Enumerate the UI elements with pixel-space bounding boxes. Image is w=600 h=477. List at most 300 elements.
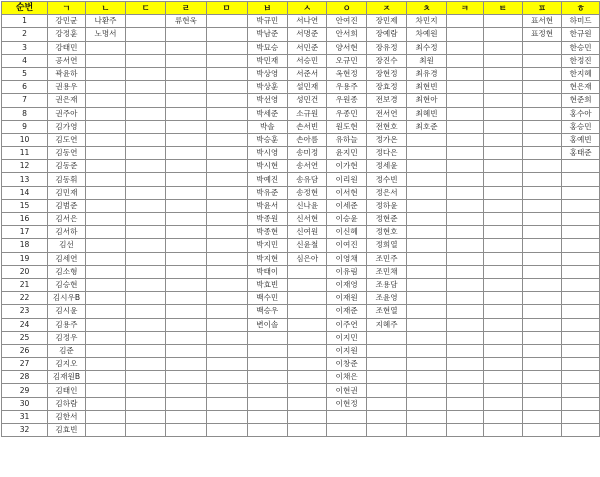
name-cell[interactable] [206, 160, 247, 173]
name-cell[interactable] [206, 331, 247, 344]
name-cell[interactable] [206, 213, 247, 226]
name-cell[interactable] [126, 305, 166, 318]
name-cell[interactable]: 옥현정 [327, 67, 366, 80]
name-cell[interactable] [562, 305, 600, 318]
name-cell[interactable]: 성민건 [287, 94, 326, 107]
name-cell[interactable] [483, 226, 522, 239]
name-cell[interactable]: 이세준 [327, 199, 366, 212]
name-cell[interactable] [483, 397, 522, 410]
name-cell[interactable]: 한규원 [562, 28, 600, 41]
name-cell[interactable] [206, 305, 247, 318]
column-header-number[interactable]: 순번 [2, 2, 48, 15]
name-cell[interactable] [85, 331, 125, 344]
row-number-cell[interactable]: 4 [2, 54, 48, 67]
name-cell[interactable] [446, 278, 483, 291]
name-cell[interactable]: 김효빈 [48, 424, 86, 437]
name-cell[interactable]: 정세윤 [366, 160, 406, 173]
row-number-cell[interactable]: 15 [2, 199, 48, 212]
name-cell[interactable]: 정현호 [366, 226, 406, 239]
name-cell[interactable]: 박효빈 [247, 278, 287, 291]
name-cell[interactable] [85, 81, 125, 94]
name-cell[interactable] [366, 371, 406, 384]
row-number-cell[interactable]: 2 [2, 28, 48, 41]
name-cell[interactable]: 김동연 [48, 147, 86, 160]
name-cell[interactable]: 김서은 [48, 213, 86, 226]
name-cell[interactable] [446, 133, 483, 146]
name-cell[interactable] [562, 252, 600, 265]
name-cell[interactable]: 박지민 [247, 239, 287, 252]
name-cell[interactable] [287, 331, 326, 344]
name-cell[interactable] [206, 265, 247, 278]
name-cell[interactable] [126, 226, 166, 239]
name-cell[interactable] [247, 331, 287, 344]
name-cell[interactable] [483, 133, 522, 146]
name-cell[interactable] [206, 424, 247, 437]
name-cell[interactable]: 박태이 [247, 265, 287, 278]
name-cell[interactable] [126, 371, 166, 384]
column-header-2[interactable]: ㄴ [85, 2, 125, 15]
name-cell[interactable] [166, 94, 206, 107]
name-cell[interactable] [166, 318, 206, 331]
name-cell[interactable] [126, 160, 166, 173]
name-cell[interactable]: 김소형 [48, 265, 86, 278]
name-cell[interactable] [126, 199, 166, 212]
name-cell[interactable] [522, 81, 561, 94]
name-cell[interactable] [366, 410, 406, 423]
name-cell[interactable]: 전보경 [366, 94, 406, 107]
name-cell[interactable]: 오규민 [327, 54, 366, 67]
name-cell[interactable] [562, 410, 600, 423]
name-cell[interactable] [85, 120, 125, 133]
name-cell[interactable]: 서준서 [287, 67, 326, 80]
name-cell[interactable] [446, 160, 483, 173]
name-cell[interactable]: 정희열 [366, 239, 406, 252]
name-cell[interactable] [522, 67, 561, 80]
name-cell[interactable]: 이가현 [327, 160, 366, 173]
name-cell[interactable] [166, 410, 206, 423]
name-cell[interactable] [206, 15, 247, 28]
name-cell[interactable] [166, 54, 206, 67]
name-cell[interactable] [446, 331, 483, 344]
name-cell[interactable] [126, 292, 166, 305]
name-cell[interactable]: 유하늘 [327, 133, 366, 146]
name-cell[interactable] [407, 160, 446, 173]
name-cell[interactable] [522, 331, 561, 344]
name-cell[interactable]: 정하윤 [366, 199, 406, 212]
row-number-cell[interactable]: 18 [2, 239, 48, 252]
name-cell[interactable]: 김가영 [48, 120, 86, 133]
name-cell[interactable] [407, 133, 446, 146]
name-cell[interactable] [407, 278, 446, 291]
name-cell[interactable] [126, 147, 166, 160]
name-cell[interactable]: 김용주 [48, 318, 86, 331]
name-cell[interactable] [166, 160, 206, 173]
name-cell[interactable] [562, 318, 600, 331]
name-cell[interactable] [562, 278, 600, 291]
name-cell[interactable]: 이서현 [327, 186, 366, 199]
name-cell[interactable] [85, 54, 125, 67]
name-cell[interactable] [206, 384, 247, 397]
name-cell[interactable]: 이재준 [327, 305, 366, 318]
name-cell[interactable] [206, 173, 247, 186]
name-cell[interactable] [483, 120, 522, 133]
name-cell[interactable]: 심은아 [287, 252, 326, 265]
row-number-cell[interactable]: 7 [2, 94, 48, 107]
row-number-cell[interactable]: 8 [2, 107, 48, 120]
name-cell[interactable] [522, 424, 561, 437]
name-cell[interactable] [247, 371, 287, 384]
name-cell[interactable] [166, 67, 206, 80]
name-cell[interactable] [166, 28, 206, 41]
name-cell[interactable]: 신나윤 [287, 199, 326, 212]
name-cell[interactable]: 박시영 [247, 147, 287, 160]
name-cell[interactable] [522, 358, 561, 371]
name-cell[interactable] [206, 120, 247, 133]
row-number-cell[interactable]: 22 [2, 292, 48, 305]
name-cell[interactable]: 신서현 [287, 213, 326, 226]
row-number-cell[interactable]: 13 [2, 173, 48, 186]
name-cell[interactable] [166, 397, 206, 410]
row-number-cell[interactable]: 9 [2, 120, 48, 133]
row-number-cell[interactable]: 10 [2, 133, 48, 146]
name-cell[interactable] [446, 199, 483, 212]
name-cell[interactable]: 최혜빈 [407, 107, 446, 120]
name-cell[interactable] [446, 15, 483, 28]
name-cell[interactable]: 김시윤 [48, 305, 86, 318]
name-cell[interactable]: 현은재 [562, 81, 600, 94]
name-cell[interactable] [85, 199, 125, 212]
column-header-11[interactable]: ㅋ [446, 2, 483, 15]
name-cell[interactable] [446, 424, 483, 437]
name-cell[interactable]: 서명준 [287, 28, 326, 41]
name-cell[interactable] [366, 331, 406, 344]
name-cell[interactable] [407, 371, 446, 384]
name-cell[interactable] [407, 318, 446, 331]
name-cell[interactable] [126, 28, 166, 41]
name-cell[interactable] [206, 81, 247, 94]
name-cell[interactable] [206, 199, 247, 212]
name-cell[interactable] [206, 410, 247, 423]
name-cell[interactable] [407, 384, 446, 397]
name-cell[interactable] [483, 331, 522, 344]
name-cell[interactable]: 김승현 [48, 278, 86, 291]
name-cell[interactable]: 김동준 [48, 160, 86, 173]
row-number-cell[interactable]: 21 [2, 278, 48, 291]
name-cell[interactable] [85, 41, 125, 54]
name-cell[interactable]: 김한서 [48, 410, 86, 423]
name-cell[interactable] [407, 199, 446, 212]
name-cell[interactable]: 김세연 [48, 252, 86, 265]
name-cell[interactable]: 박세준 [247, 107, 287, 120]
name-cell[interactable] [166, 120, 206, 133]
name-cell[interactable] [483, 292, 522, 305]
name-cell[interactable]: 조윤영 [366, 292, 406, 305]
name-cell[interactable]: 현준희 [562, 94, 600, 107]
name-cell[interactable] [126, 358, 166, 371]
name-cell[interactable] [85, 226, 125, 239]
name-cell[interactable] [206, 41, 247, 54]
name-cell[interactable]: 이승윤 [327, 213, 366, 226]
name-cell[interactable] [126, 331, 166, 344]
name-cell[interactable]: 박상훈 [247, 81, 287, 94]
name-cell[interactable]: 장진수 [366, 54, 406, 67]
name-cell[interactable]: 김정우 [48, 331, 86, 344]
name-cell[interactable]: 한지혜 [562, 67, 600, 80]
name-cell[interactable] [483, 160, 522, 173]
name-cell[interactable] [287, 397, 326, 410]
name-cell[interactable] [522, 239, 561, 252]
name-cell[interactable] [562, 371, 600, 384]
name-cell[interactable]: 최수정 [407, 41, 446, 54]
name-cell[interactable] [126, 213, 166, 226]
name-cell[interactable] [522, 384, 561, 397]
name-cell[interactable] [446, 318, 483, 331]
name-cell[interactable]: 김서하 [48, 226, 86, 239]
name-cell[interactable] [126, 81, 166, 94]
name-cell[interactable]: 박묘승 [247, 41, 287, 54]
row-number-cell[interactable]: 30 [2, 397, 48, 410]
name-cell[interactable]: 우원종 [327, 94, 366, 107]
name-cell[interactable]: 양서현 [327, 41, 366, 54]
name-cell[interactable]: 김태인 [48, 384, 86, 397]
name-cell[interactable] [126, 120, 166, 133]
name-cell[interactable]: 송미정 [287, 147, 326, 160]
name-cell[interactable] [126, 265, 166, 278]
name-cell[interactable] [166, 199, 206, 212]
name-cell[interactable] [247, 384, 287, 397]
row-number-cell[interactable]: 5 [2, 67, 48, 80]
name-cell[interactable] [483, 410, 522, 423]
name-cell[interactable]: 박규민 [247, 15, 287, 28]
name-cell[interactable] [407, 305, 446, 318]
name-cell[interactable]: 송정현 [287, 186, 326, 199]
name-cell[interactable]: 안서희 [327, 28, 366, 41]
name-cell[interactable]: 최원 [407, 54, 446, 67]
name-cell[interactable]: 윤지민 [327, 147, 366, 160]
name-cell[interactable] [85, 67, 125, 80]
name-cell[interactable] [483, 107, 522, 120]
name-cell[interactable]: 우용주 [327, 81, 366, 94]
name-cell[interactable]: 지혜주 [366, 318, 406, 331]
name-cell[interactable] [483, 358, 522, 371]
name-cell[interactable] [206, 318, 247, 331]
name-cell[interactable] [407, 147, 446, 160]
name-cell[interactable] [126, 384, 166, 397]
row-number-cell[interactable]: 29 [2, 384, 48, 397]
name-cell[interactable] [287, 265, 326, 278]
name-cell[interactable] [206, 107, 247, 120]
name-cell[interactable]: 한정진 [562, 54, 600, 67]
name-cell[interactable] [85, 318, 125, 331]
name-cell[interactable] [522, 226, 561, 239]
name-cell[interactable] [166, 173, 206, 186]
name-cell[interactable]: 박남준 [247, 28, 287, 41]
name-cell[interactable] [483, 147, 522, 160]
name-cell[interactable] [206, 147, 247, 160]
name-cell[interactable] [166, 358, 206, 371]
name-cell[interactable] [166, 133, 206, 146]
name-cell[interactable] [446, 358, 483, 371]
name-cell[interactable] [522, 41, 561, 54]
name-cell[interactable]: 우종민 [327, 107, 366, 120]
name-cell[interactable] [206, 239, 247, 252]
name-cell[interactable]: 이신혜 [327, 226, 366, 239]
name-cell[interactable] [446, 292, 483, 305]
name-cell[interactable] [483, 67, 522, 80]
name-cell[interactable] [562, 160, 600, 173]
name-cell[interactable] [287, 278, 326, 291]
column-header-4[interactable]: ㄹ [166, 2, 206, 15]
name-cell[interactable]: 나환주 [85, 15, 125, 28]
name-cell[interactable] [85, 371, 125, 384]
row-number-cell[interactable]: 14 [2, 186, 48, 199]
name-cell[interactable] [206, 397, 247, 410]
name-cell[interactable]: 이여진 [327, 239, 366, 252]
name-cell[interactable]: 조용담 [366, 278, 406, 291]
name-cell[interactable] [85, 358, 125, 371]
name-cell[interactable] [446, 67, 483, 80]
name-cell[interactable] [126, 41, 166, 54]
name-cell[interactable] [483, 252, 522, 265]
column-header-7[interactable]: ㅅ [287, 2, 326, 15]
name-cell[interactable] [166, 239, 206, 252]
name-cell[interactable] [327, 424, 366, 437]
name-cell[interactable]: 전서연 [366, 107, 406, 120]
name-cell[interactable]: 이유림 [327, 265, 366, 278]
row-number-cell[interactable]: 28 [2, 371, 48, 384]
row-number-cell[interactable]: 25 [2, 331, 48, 344]
name-cell[interactable] [166, 384, 206, 397]
name-cell[interactable] [166, 226, 206, 239]
name-cell[interactable] [126, 67, 166, 80]
name-cell[interactable]: 홍태준 [562, 147, 600, 160]
row-number-cell[interactable]: 16 [2, 213, 48, 226]
name-cell[interactable] [85, 265, 125, 278]
name-cell[interactable]: 이지원 [327, 344, 366, 357]
name-cell[interactable] [126, 252, 166, 265]
name-cell[interactable]: 이창준 [327, 358, 366, 371]
column-header-10[interactable]: ㅊ [407, 2, 446, 15]
name-cell[interactable]: 김민재 [48, 186, 86, 199]
name-cell[interactable]: 박선영 [247, 94, 287, 107]
name-cell[interactable] [126, 107, 166, 120]
name-cell[interactable] [85, 173, 125, 186]
column-header-9[interactable]: ㅈ [366, 2, 406, 15]
name-cell[interactable] [206, 344, 247, 357]
name-cell[interactable]: 권주아 [48, 107, 86, 120]
name-cell[interactable] [126, 318, 166, 331]
name-cell[interactable] [287, 344, 326, 357]
column-header-5[interactable]: ㅁ [206, 2, 247, 15]
name-cell[interactable]: 노명서 [85, 28, 125, 41]
name-cell[interactable]: 신여원 [287, 226, 326, 239]
name-cell[interactable]: 홍승민 [562, 120, 600, 133]
name-cell[interactable] [562, 397, 600, 410]
name-cell[interactable] [522, 397, 561, 410]
name-cell[interactable]: 차민지 [407, 15, 446, 28]
name-cell[interactable] [85, 292, 125, 305]
name-cell[interactable] [483, 199, 522, 212]
name-cell[interactable] [562, 239, 600, 252]
name-cell[interactable]: 이현정 [327, 397, 366, 410]
name-cell[interactable]: 원도현 [327, 120, 366, 133]
name-cell[interactable]: 권은재 [48, 94, 86, 107]
name-cell[interactable] [166, 292, 206, 305]
name-cell[interactable] [85, 410, 125, 423]
name-cell[interactable]: 박종원 [247, 213, 287, 226]
name-cell[interactable] [446, 305, 483, 318]
name-cell[interactable] [483, 278, 522, 291]
name-cell[interactable]: 표서현 [522, 15, 561, 28]
name-cell[interactable] [446, 41, 483, 54]
name-cell[interactable]: 박상영 [247, 67, 287, 80]
name-cell[interactable]: 차예원 [407, 28, 446, 41]
name-cell[interactable] [287, 410, 326, 423]
name-cell[interactable]: 서승민 [287, 54, 326, 67]
name-cell[interactable]: 공서연 [48, 54, 86, 67]
name-cell[interactable] [483, 305, 522, 318]
name-cell[interactable] [562, 265, 600, 278]
name-cell[interactable] [287, 371, 326, 384]
name-cell[interactable] [522, 120, 561, 133]
name-cell[interactable] [483, 173, 522, 186]
name-cell[interactable] [366, 424, 406, 437]
name-cell[interactable]: 송서연 [287, 160, 326, 173]
row-number-cell[interactable]: 19 [2, 252, 48, 265]
name-cell[interactable] [247, 410, 287, 423]
name-cell[interactable] [206, 67, 247, 80]
name-cell[interactable]: 최호준 [407, 120, 446, 133]
row-number-cell[interactable]: 27 [2, 358, 48, 371]
row-number-cell[interactable]: 1 [2, 15, 48, 28]
row-number-cell[interactable]: 6 [2, 81, 48, 94]
name-cell[interactable] [446, 28, 483, 41]
name-cell[interactable] [446, 81, 483, 94]
name-cell[interactable] [522, 278, 561, 291]
name-cell[interactable] [446, 173, 483, 186]
column-header-6[interactable]: ㅂ [247, 2, 287, 15]
name-cell[interactable] [446, 120, 483, 133]
name-cell[interactable] [562, 384, 600, 397]
name-cell[interactable]: 박솔 [247, 120, 287, 133]
name-cell[interactable] [446, 147, 483, 160]
row-number-cell[interactable]: 12 [2, 160, 48, 173]
name-cell[interactable]: 김준 [48, 344, 86, 357]
name-cell[interactable] [522, 133, 561, 146]
name-cell[interactable] [85, 344, 125, 357]
name-cell[interactable] [483, 213, 522, 226]
name-cell[interactable] [562, 344, 600, 357]
name-cell[interactable] [522, 265, 561, 278]
name-cell[interactable] [85, 305, 125, 318]
column-header-3[interactable]: ㄷ [126, 2, 166, 15]
name-cell[interactable]: 장효정 [366, 81, 406, 94]
name-cell[interactable]: 이채은 [327, 371, 366, 384]
name-cell[interactable] [483, 186, 522, 199]
name-cell[interactable] [166, 305, 206, 318]
name-cell[interactable] [446, 265, 483, 278]
name-cell[interactable] [247, 424, 287, 437]
name-cell[interactable] [126, 424, 166, 437]
column-header-1[interactable]: ㄱ [48, 2, 86, 15]
name-cell[interactable] [522, 318, 561, 331]
name-cell[interactable]: 강민균 [48, 15, 86, 28]
name-cell[interactable]: 손아름 [287, 133, 326, 146]
name-cell[interactable] [483, 239, 522, 252]
name-cell[interactable] [287, 384, 326, 397]
name-cell[interactable] [166, 331, 206, 344]
name-cell[interactable]: 박시현 [247, 160, 287, 173]
